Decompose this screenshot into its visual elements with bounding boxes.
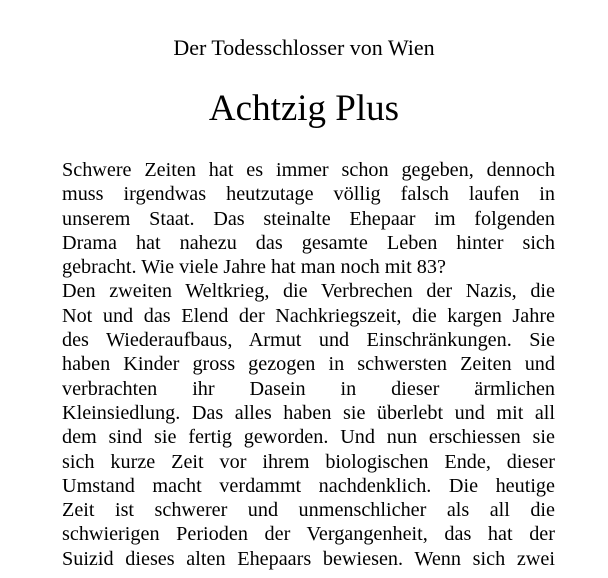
text-line: verbrachten ihr Dasein in dieser ärmlichen — [62, 377, 555, 400]
text-line: unserem Staat. Das steinalte Ehepaar im folgenden — [62, 207, 555, 230]
text-line: Kleinsiedlung. Das alles haben sie überlebt und mit all — [62, 401, 555, 424]
text-line: sich kurze Zeit vor ihrem biologischen Ende, dieser — [62, 450, 555, 473]
text-line: Drama hat nahezu das gesamte Leben hinter sich — [62, 231, 555, 254]
text-line: schwierigen Perioden der Vergangenheit, das hat der — [62, 523, 555, 546]
text-line: des Wiederaufbaus, Armut und Einschränkungen. Sie — [62, 329, 555, 352]
text-line: Umstand macht verdammt nachdenklich. Die heutige — [62, 474, 555, 497]
book-subtitle: Der Todesschlosser von Wien — [173, 35, 435, 60]
text-line: Den zweiten Weltkrieg, die Verbrechen der Nazis, die — [62, 280, 555, 303]
text-line: dem sind sie fertig geworden. Und nun erschiessen sie — [62, 426, 555, 449]
chapter-title: Achtzig Plus — [208, 88, 400, 129]
body-paragraphs — [62, 158, 555, 571]
text-line: haben Kinder gross gezogen in schwersten Zeiten und — [62, 353, 555, 376]
text-line: Zeit ist schwerer und unmenschlicher als all die — [62, 499, 555, 522]
text-line: Suizid dieses alten Ehepaars bewiesen. Wenn sich zwei — [62, 547, 555, 570]
text-line: gebracht. Wie viele Jahre hat man noch mit 83? — [62, 256, 446, 279]
text-line: Schwere Zeiten hat es immer schon gegeben, dennoch — [62, 159, 555, 181]
text-line: Not und das Elend der Nachkriegszeit, die kargen Jahre — [62, 304, 555, 327]
text-line: muss irgendwas heutzutage völlig falsch laufen in — [62, 183, 555, 206]
